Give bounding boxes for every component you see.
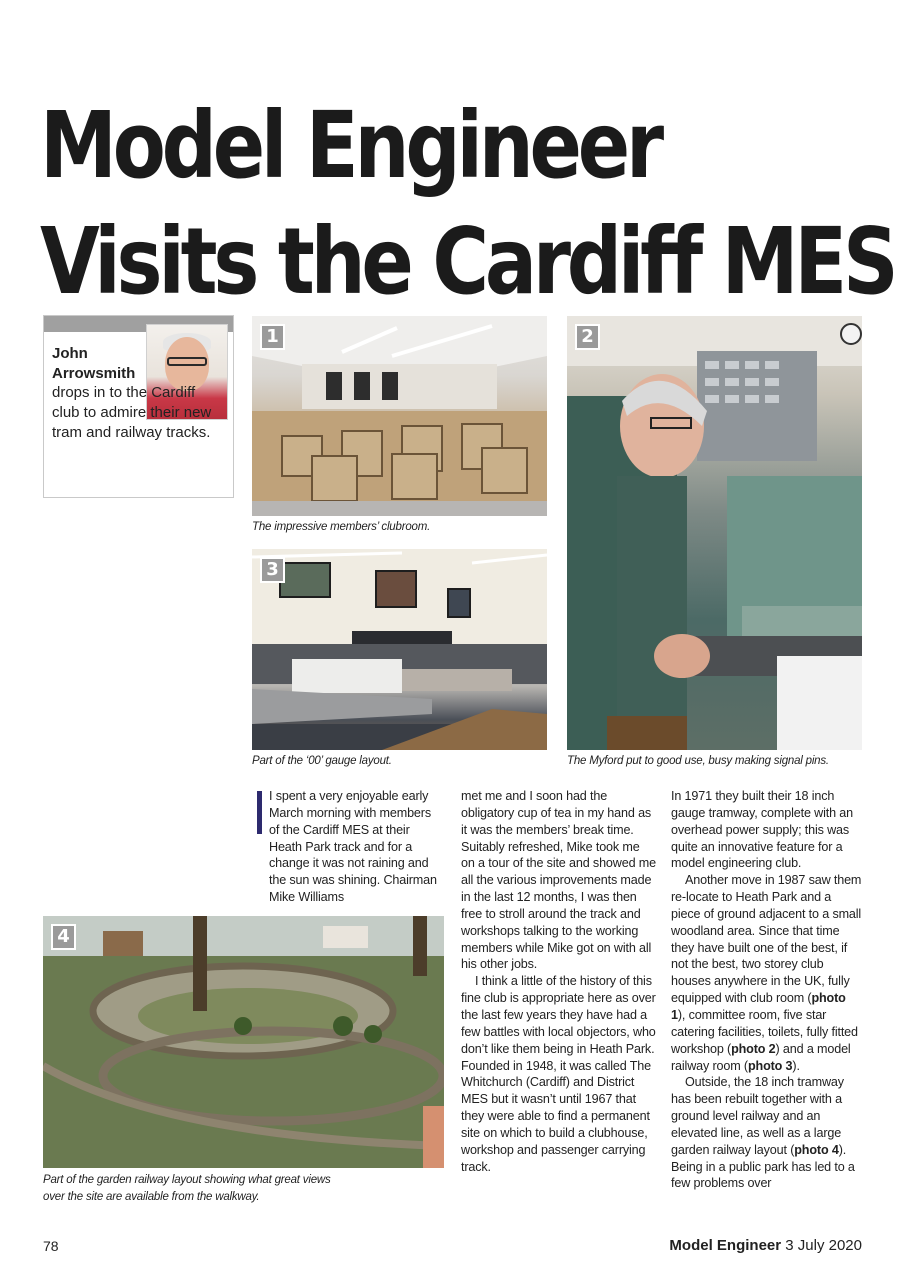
photo-clubroom — [252, 316, 547, 516]
photo-ref: photo 3 — [747, 1058, 793, 1073]
body-paragraph: I think a little of the history of this fine club is appropriate here as over the last few years they have had a few battles with local objectors, who don’t like them being in Heath Park. Founded in 1948, it was called The Whitchurch (Cardiff) and District MES but it wasn’t until 1967 that they were able to find a permanent site on which to build a clubhouse, workshop and passenger carrying track. — [461, 974, 656, 1174]
photo-number-badge: 3 — [260, 557, 285, 583]
photo-ref: photo 1 — [671, 991, 846, 1022]
caption-photo-3: Part of the ‘00’ gauge layout. — [252, 755, 392, 767]
body-paragraph: met me and I soon had the obligatory cup of tea in my hand as it was the members’ break time. Suitably refreshed, Mike took me on a tour of the site and showed me all the various improvements made in the last 12 months, I was then free to stroll around the track and workshops talking to the working members while Mike got on with all his other jobs. — [461, 789, 656, 972]
body-column-3 — [671, 788, 863, 1192]
photo-number-badge: 4 — [51, 924, 76, 950]
lathe-illustration — [567, 316, 862, 750]
caption-photo-2: The Myford put to good use, busy making signal pins. — [567, 755, 829, 767]
issue-date: 3 July 2020 — [785, 1237, 862, 1254]
clubroom-illustration — [252, 316, 547, 516]
author-byline-box — [43, 315, 234, 498]
photo-number-badge: 1 — [260, 324, 285, 350]
photo-myford-lathe — [567, 316, 862, 750]
photo-00-gauge-layout — [252, 549, 547, 750]
page-number: 78 — [43, 1238, 59, 1254]
photo-number-badge: 2 — [575, 324, 600, 350]
body-paragraph: Outside, the 18 inch tramway has been rebuilt together with a ground level railway and an elevated line, as well as a large garden railway layout (photo 4). Being in a public park has led to a few problems over — [671, 1075, 855, 1191]
headline-line-1: Model Engineer — [40, 92, 660, 199]
intro-text: I spent a very enjoyable early March morning with members of the Cardiff MES at their Heath Park track and for a change it was not raining and the sun was shining. Chairman Mike Williams — [269, 789, 437, 905]
photo-garden-railway — [43, 916, 444, 1168]
caption-photo-4: Part of the garden railway layout showing what great views over the site are available from the walkway. — [43, 1174, 331, 1203]
body-column-1 — [252, 788, 444, 906]
magazine-name: Model Engineer — [669, 1237, 782, 1254]
body-column-2 — [461, 788, 656, 1175]
body-paragraph: In 1971 they built their 18 inch gauge tramway, complete with an overhead power supply; this was quite an innovative feature for a model engineering club. — [671, 789, 854, 871]
footer-magazine-date — [669, 1237, 862, 1254]
body-paragraph-intro — [252, 788, 444, 906]
caption-photo-1: The impressive members’ clubroom. — [252, 521, 431, 533]
headline-line-2: Visits the Cardiff MES — [40, 208, 895, 315]
article-headline — [40, 88, 895, 320]
layout-illustration — [252, 549, 547, 750]
author-name: John Arrowsmith — [52, 345, 136, 382]
photo-ref: photo 4 — [794, 1142, 839, 1157]
byline-description: drops in to the Cardiff club to admire their new tram and railway tracks. — [52, 384, 212, 441]
byline-text — [52, 344, 212, 443]
body-paragraph: Another move in 1987 saw them re-locate to Heath Park and a piece of ground adjacent to a small woodland area. Since that time they have built one of the best, if not the best, two storey club houses anywhere in the UK, fully equipped with club room (photo 1), committee room, five star catering facilities, toilets, fully fitted workshop (photo 2) and a model railway room (photo 3). — [671, 873, 862, 1073]
garden-railway-illustration — [43, 916, 444, 1168]
photo-ref: photo 2 — [731, 1041, 776, 1056]
